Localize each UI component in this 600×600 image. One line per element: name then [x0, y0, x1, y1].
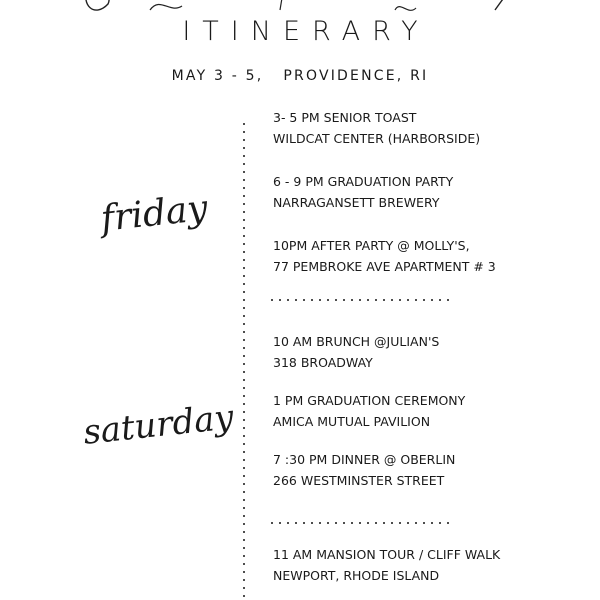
event-brunch	[273, 331, 439, 373]
event-time-title: 6 - 9 PM GRADUATION PARTY	[273, 174, 454, 189]
date-location-subtitle: MAY 3 - 5, PROVIDENCE, RI	[171, 68, 429, 84]
event-location: NARRAGANSETT BREWERY	[273, 195, 440, 210]
event-location: 77 PEMBROKE AVE APARTMENT # 3	[273, 259, 496, 274]
event-dinner	[273, 449, 455, 491]
day-label-friday-text: friday	[98, 187, 210, 240]
event-time-title: 11 AM MANSION TOUR / CLIFF WALK	[273, 547, 501, 562]
event-location: WILDCAT CENTER (HARBORSIDE)	[273, 131, 481, 146]
event-graduation-party	[273, 171, 453, 213]
day-label-saturday	[80, 395, 240, 475]
event-location: 318 BROADWAY	[273, 355, 373, 370]
event-time-title: 3- 5 PM SENIOR TOAST	[273, 110, 417, 125]
day-label-friday	[98, 185, 233, 265]
event-location: 266 WESTMINSTER STREET	[273, 473, 445, 488]
event-after-party	[273, 235, 496, 277]
event-mansion-tour	[273, 544, 500, 586]
event-senior-toast	[273, 107, 480, 149]
event-time-title: 7 :30 PM DINNER @ OBERLIN	[273, 452, 456, 467]
day-separator-2	[268, 522, 454, 524]
event-location: NEWPORT, RHODE ISLAND	[273, 568, 440, 583]
page-title: ITINERARY	[182, 16, 430, 47]
day-separator-1	[268, 299, 454, 301]
script-heading-decoration	[0, 0, 600, 16]
day-label-saturday-text: saturday	[81, 397, 236, 453]
event-time-title: 1 PM GRADUATION CEREMONY	[273, 393, 466, 408]
timeline-divider	[243, 120, 245, 600]
event-graduation-ceremony	[273, 390, 465, 432]
event-time-title: 10 AM BRUNCH @JULIAN'S	[273, 334, 440, 349]
event-time-title: 10PM AFTER PARTY @ MOLLY'S,	[273, 238, 470, 253]
event-location: AMICA MUTUAL PAVILION	[273, 414, 431, 429]
